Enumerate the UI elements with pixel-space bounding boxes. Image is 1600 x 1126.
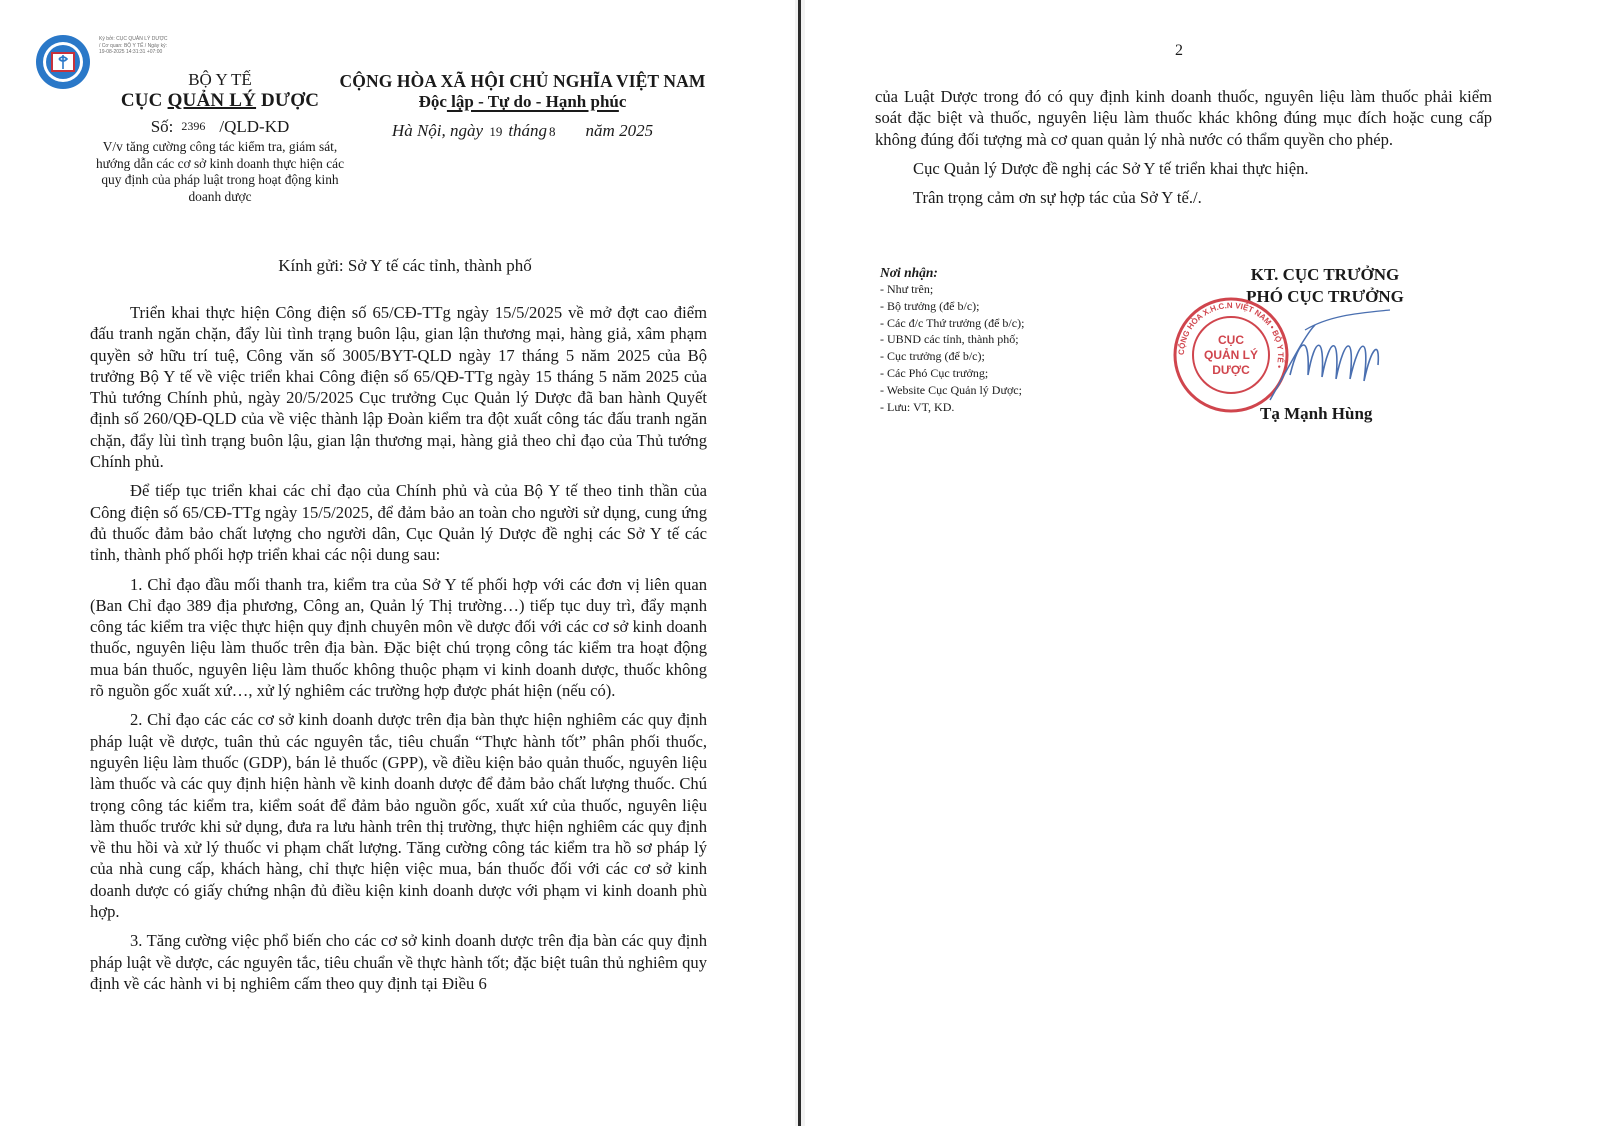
body-text [90,302,707,1002]
recipient-item: - Bộ trưởng (để b/c); [880,298,980,313]
page-divider [798,0,801,1126]
svg-text:CỘNG HÒA X.H.C.N VIỆT NAM • BỘ: CỘNG HÒA X.H.C.N VIỆT NAM • BỘ Y TẾ • [1176,300,1286,370]
national-motto [335,92,710,112]
issuer-header [85,70,355,205]
document-number [85,114,355,139]
recipient-item: - Như trên; [880,282,934,296]
paragraph: 2. Chỉ đạo các các cơ sở kinh doanh dược trên địa bàn thực hiện nghiêm các quy định pháp luật về dược, tuân thủ các nguyên tắc, tiêu chuẩn “Thực hành tốt” phân phối thuốc, nguyên liệu làm thuốc (GDP), bán lẻ thuốc (GPP), về điều kiện bảo quản thuốc, nguyên liệu làm thuốc và các quy định hiện hành về kinh doanh dược để đảm bảo chất lượng thuốc. Chú trọng công tác kiểm tra, kiểm soát để đảm bảo nguồn gốc, xuất xứ của thuốc, nguyên liệu làm thuốc trước khi sử dụng, đưa ra lưu hành trên thị trường, thực hiện nghiêm các quy định về thu hồi và xử lý thuốc vi phạm chất lượng. Tăng cường công tác kiểm tra hồ sơ pháp lý của nhà cung cấp, khách hàng, chỉ thực hiện việc mua, bán thuốc đối với các cơ sở kinh doanh dược có giấy chứng nhận đủ điều kiện kinh doanh dược với phạm vi kinh doanh phù hợp. [90,710,707,922]
paragraph: 3. Tăng cường việc phổ biến cho các cơ sở kinh doanh dược trên địa bàn các quy định pháp luật về dược, các nguyên tắc, tiêu chuẩn về thực hành tốt; đặc biệt tuân thủ nghiêm quy định về các hành vi bị nghiêm cấm theo quy định tại Điều 6 [90,931,707,993]
motto-underlined: lập - Tự do - Hạnh phú [446,92,619,111]
recipient-item: - Các Phó Cục trưởng; [880,365,989,380]
recipients-list [880,265,1140,415]
paragraph: của Luật Dược trong đó có quy định kinh doanh thuốc, nguyên liệu làm thuốc phải kiểm soát đặc biệt và thuốc, nguyên liệu làm thuốc khác không đúng mục đích hoặc cung cấp không đúng đối tượng mà cơ quan quản lý nhà nước có thẩm quyền cho phép. [875,87,1492,149]
recipients-title: Nơi nhận: [880,265,938,280]
doc-number-suffix: /QLD-KD [219,117,290,136]
motto-prefix: Độc [418,92,447,111]
date-place: Hà Nội, ngày [391,121,484,140]
date-month-label: tháng [508,121,548,140]
agency-name-suffix: DƯỢC [256,90,320,111]
recipient-item: - Lưu: VT, KD. [880,399,955,414]
page-number: 2 [1175,42,1183,59]
sign-title-2: PHÓ CỤC TRƯỞNG [1246,287,1404,306]
ministry-name: BỘ Y TẾ [188,70,252,89]
svg-text:QUẢN LÝ: QUẢN LÝ [1204,348,1258,362]
date-day: 19 [489,124,503,139]
paragraph: Triển khai thực hiện Công điện số 65/CĐ-TTg ngày 15/5/2025 về mở đợt cao điểm đấu tranh ngăn chặn, đẩy lùi tình trạng buôn lậu, gian lận thương mại, hàng giả, xâm phạm quyền sở hữu trí tuệ, Công văn số 3005/BYT-QLD ngày 17 tháng 5 năm 2025 của Bộ trưởng Bộ Y tế về việc triển khai Công điện số 65/QĐ-TTg ngày 15 tháng 5 năm 2025 của Thủ tướng Chính phủ, ngày 20/5/2025 Cục trưởng Cục Quản lý Dược đã ban hành Quyết định số 260/QĐ-QLD của về việc thành lập Đoàn kiểm tra đột xuất công tác đấu tranh ngăn chặn, đẩy lùi tình trạng buôn lậu, gian lận thương mại, hàng giả theo chỉ đạo của Thủ tướng Chính phủ. [90,303,707,472]
signer-name: Tạ Mạnh Hùng [1260,404,1373,423]
body-text-page-2 [875,86,1492,216]
agency-name [85,90,355,112]
paragraph: 1. Chỉ đạo đầu mối thanh tra, kiểm tra của Sở Y tế phối hợp với các đơn vị liên quan (Ban Chỉ đạo 389 địa phương, Công an, Quản lý Thị trường…) tiếp tục duy trì, đẩy mạnh công tác kiểm tra việc thực hiện quy định chuyên môn về dược đối với các cơ sở kinh doanh thuốc, nguyên liệu làm thuốc trên địa bàn. Đặc biệt chú trọng công tác kiểm tra hoạt động mua bán thuốc, nguyên liệu làm thuốc không thuộc phạm vi kinh doanh dược, thuốc không rõ nguồn gốc xuất xứ…, xử lý nghiêm các trường hợp được phát hiện (nếu có). [90,574,707,701]
national-header [335,70,710,144]
ministry-logo-icon [34,33,92,91]
motto-suffix: c [618,92,627,111]
recipient-item: - Các đ/c Thứ trưởng (để b/c); [880,315,1025,330]
recipient-item: - UBND các tỉnh, thành phố; [880,332,1019,347]
paragraph: Để tiếp tục triển khai các chỉ đạo của Chính phủ và của Bộ Y tế theo tinh thần của Công điện số 65/CĐ-TTg ngày 15/5/2025, để đảm bảo an toàn cho người sử dụng, cung ứng đủ thuốc đảm bảo chất lượng cho người dân, Cục Quản lý Dược đề nghị các Sở Y tế các tỉnh, thành phố phối hợp triển khai các nội dung sau: [90,481,707,565]
recipient-item: - Website Cục Quản lý Dược; [880,382,1022,397]
svg-text:CỤC: CỤC [1218,333,1244,347]
handwritten-signature-icon [1260,305,1400,410]
sign-title-1: KT. CỤC TRƯỞNG [1250,265,1400,284]
doc-number-value: 2396 [181,119,206,133]
document-subject: V/v tăng cường công tác kiểm tra, giám sát, hướng dẫn các cơ sở kinh doanh thực hiện các quy định của pháp luật trong hoạt động kinh doanh dược [95,139,345,204]
recipient-item: - Cục trưởng (để b/c); [880,349,985,364]
svg-text:DƯỢC: DƯỢC [1212,363,1250,377]
paragraph: Trân trọng cảm ơn sự hợp tác của Sở Y tế./. [913,188,1202,208]
paragraph: Cục Quản lý Dược đề nghị các Sở Y tế triển khai thực hiện. [913,158,1309,178]
date-year: năm 2025 [585,121,654,140]
date-month: 8 [549,124,556,139]
document-page-1 [0,0,798,1126]
date-line [335,119,710,144]
nation-title: CỘNG HÒA XÃ HỘI CHỦ NGHĨA VIỆT NAM [339,71,706,91]
digital-signature-meta: Ký bởi: CỤC QUẢN LÝ DƯỢC / Cơ quan: BỘ Y TẾ / Ngày ký: 19-08-2025 14:31:31 +07:00 [99,36,168,56]
agency-name-prefix: CỤC [120,90,168,111]
doc-number-label: Số: [150,117,174,136]
agency-name-underlined: QUẢN LÝ [167,90,257,111]
salutation: Kính gửi: Sở Y tế các tỉnh, thành phố [278,256,532,275]
